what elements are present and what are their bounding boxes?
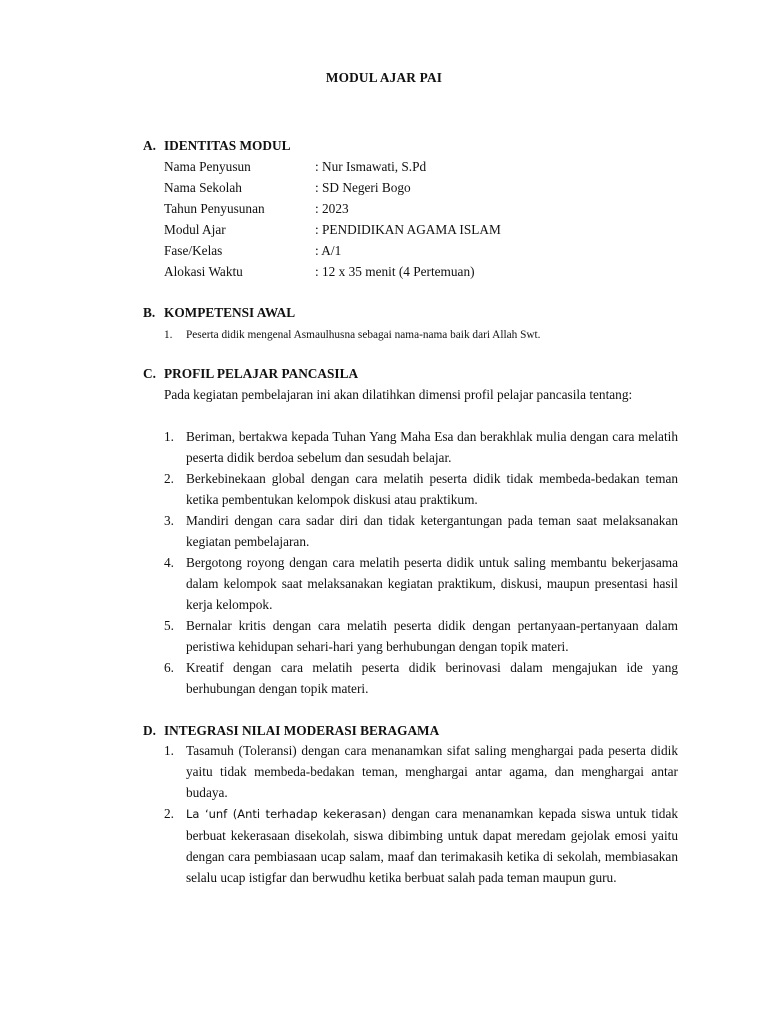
section-d-heading [143,723,439,739]
identity-value: : PENDIDIKAN AGAMA ISLAM [315,222,501,237]
list-item [164,740,678,803]
list-number: 3. [164,513,174,528]
identity-key: Nama Sekolah [164,180,242,195]
list-text: Mandiri dengan cara sadar diri dan tidak ketergantungan pada teman saat melaksanakan kegiatan pembelajaran. [186,513,678,549]
competency-list [164,325,678,346]
list-item [164,510,678,552]
list-number: 1. [164,429,174,444]
list-text: Peserta didik mengenal Asmaulhusna sebagai nama-nama baik dari Allah Swt. [186,329,541,341]
list-text: Kreatif dengan cara melatih peserta didik berinovasi dalam mengajukan ide yang berhubungan dengan topik materi. [186,660,678,696]
list-text: Beriman, bertakwa kepada Tuhan Yang Maha Esa dan berakhlak mulia dengan cara melatih peserta didik berdoa sebelum dan sesudah belajar. [186,429,678,465]
identity-key: Modul Ajar [164,222,226,237]
section-c-intro: Pada kegiatan pembelajaran ini akan dilatihkan dimensi profil pelajar pancasila tentang: [164,387,633,402]
list-text: Tasamuh (Toleransi) dengan cara menanamkan sifat saling menghargai pada peserta didik yaitu tidak membeda-bedakan teman, menghargai antar agama, dan menghargai antar budaya. [186,743,678,800]
section-c-letter: C. [143,366,156,381]
section-b-heading [143,305,295,321]
section-d-title: INTEGRASI NILAI MODERASI BERAGAMA [164,723,440,738]
section-c-heading [143,366,358,382]
identity-key: Tahun Penyusunan [164,201,265,216]
section-a-title: IDENTITAS MODUL [164,138,291,153]
list-number: 5. [164,618,174,633]
section-b-letter: B. [143,305,156,320]
list-text: Bernalar kritis dengan cara melatih peserta didik dengan pertanyaan-pertanyaan dalam peristiwa kehidupan sehari-hari yang berhubungan dengan topik materi. [186,618,678,654]
section-c-title: PROFIL PELAJAR PANCASILA [164,366,359,381]
list-item [164,468,678,510]
list-number: 1. [164,743,174,758]
list-item [164,803,678,888]
identity-value: : Nur Ismawati, S.Pd [315,159,427,174]
identity-value: : 12 x 35 menit (4 Pertemuan) [315,264,475,279]
list-item [164,552,678,615]
list-item [164,426,678,468]
list-text: dengan cara menanamkan kepada siswa untuk tidak berbuat kekerasaan disekolah, siswa dibimbing untuk dapat meredam gejolak emosi yaitu dengan cara pembiasaan ucap salam, maaf dan terimakasih ketika di sekolah, membiasakan selalu ucap istigfar dan berwudhu ketika berbuat salah pada teman maupun guru. [186,806,678,885]
identity-key: Nama Penyusun [164,159,251,174]
list-lead-text: La ‘unf (Anti terhadap kekerasan) [186,807,387,821]
list-text: Bergotong royong dengan cara melatih peserta didik untuk saling membantu bekerjasama dalam kelompok saat melaksanakan kegiatan praktikum, diskusi, maupun presentasi hasil kerja kelompok. [186,555,678,612]
list-item [164,615,678,657]
list-item [164,657,678,699]
identity-key: Alokasi Waktu [164,264,243,279]
list-number: 4. [164,555,174,570]
list-item [164,325,678,346]
list-number: 1. [164,329,173,341]
identity-value: : A/1 [315,243,342,258]
moderation-list [164,740,678,888]
identity-key: Fase/Kelas [164,243,223,258]
section-b-title: KOMPETENSI AWAL [164,305,296,320]
list-number: 6. [164,660,174,675]
profile-list [164,426,678,699]
section-d-letter: D. [143,723,156,738]
section-a-letter: A. [143,138,156,153]
identity-value: : 2023 [315,201,349,216]
list-number: 2. [164,471,174,486]
list-number: 2. [164,806,174,821]
identity-value: : SD Negeri Bogo [315,180,411,195]
section-a-heading [143,138,290,154]
list-text: Berkebinekaan global dengan cara melatih peserta didik tidak membeda-bedakan teman ketika pembentukan kelompok diskusi atau praktikum. [186,471,678,507]
document-title: MODUL AJAR PAI [325,70,443,85]
